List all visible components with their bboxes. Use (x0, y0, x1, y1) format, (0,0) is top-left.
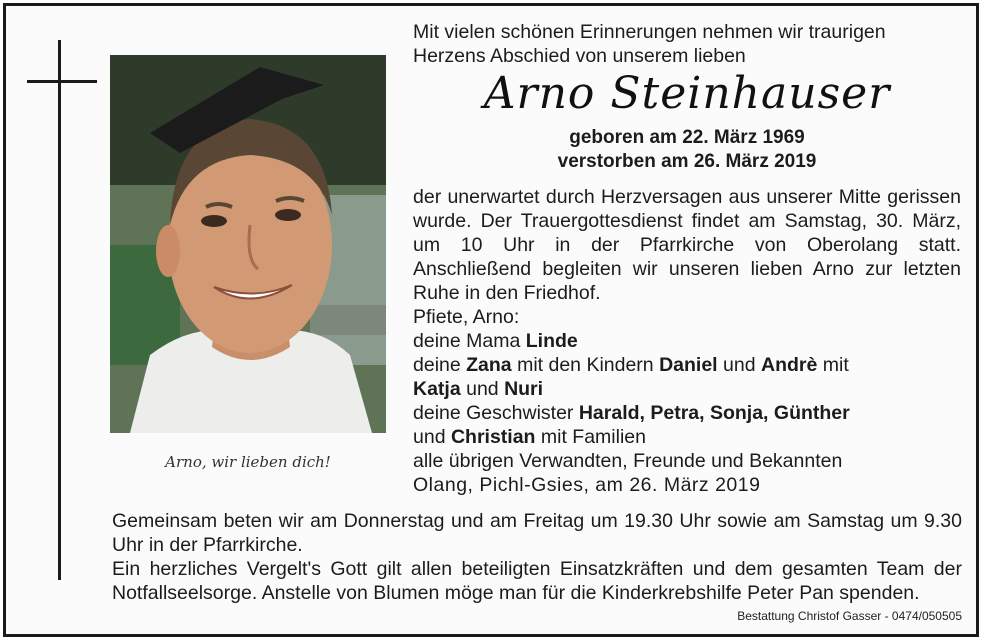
cross-icon-bar (27, 80, 97, 83)
mourner-line (413, 401, 961, 425)
thanks-note: Ein herzliches Vergelt's Gott gilt allen beteiligten Einsatzkräften und dem gesamten Team der Notfallseelsorge. Anstelle von Blumen möge man für die Kinderkrebshilfe Peter Pan spenden. (112, 558, 962, 604)
text: deine Geschwister (413, 402, 579, 424)
mourner-name: Nuri (504, 378, 544, 400)
birth-date: geboren am 22. März 1969 (569, 127, 805, 148)
photo-caption: Arno, wir lieben dich! (165, 453, 331, 471)
mourner-name: Daniel (659, 354, 718, 376)
mourner-name: Christian (450, 426, 536, 448)
text: deine (413, 354, 467, 376)
mourner-name: Linde (525, 330, 578, 352)
mourner-name: Harald, Petra, Sonja, Günther (578, 402, 850, 424)
death-date: verstorben am 26. März 2019 (557, 151, 817, 172)
intro-text: Mit vielen schönen Erinnerungen nehmen wir traurigen Herzens Abschied von unserem lieben (413, 21, 886, 67)
portrait-illustration (110, 55, 386, 433)
text: mit Familien (535, 426, 646, 448)
text: mit den Kindern (511, 354, 660, 376)
mourner-line (413, 353, 961, 377)
mourner-line (413, 377, 961, 401)
text: und (413, 426, 451, 448)
prayer-announcement: Gemeinsam beten wir am Donnerstag und am Freitag um 19.30 Uhr sowie am Samstag um 9.30 Uhr in der Pfarrkirche. (112, 510, 962, 556)
mourner-line (413, 425, 961, 449)
text: mit (817, 354, 849, 376)
place-date: Olang, Pichl-Gsies, am 26. März 2019 (413, 474, 761, 496)
mourners-list (413, 305, 961, 473)
service-announcement: der unerwartet durch Herzversagen aus unserer Mitte gerissen wurde. Der Trauergottesdienst findet am Samstag, 30. März, um 10 Uhr in der Pfarrkirche von Oberolang statt. Anschließend begleiten wir unseren lieben Arno zur letzten Ruhe in den Friedhof. (413, 186, 961, 304)
mourner-name: Zana (466, 354, 512, 376)
deceased-name: Arno Steinhauser (483, 68, 891, 119)
portrait-photo (110, 55, 386, 433)
text: und (460, 378, 505, 400)
mourner-line (413, 329, 961, 353)
mourner-name: Andrè (760, 354, 818, 376)
funeral-home: Bestattung Christof Gasser - 0474/050505 (737, 609, 962, 623)
farewell-greeting: Pfiete, Arno: (413, 306, 520, 328)
mourner-name: Katja (413, 378, 461, 400)
text: und (717, 354, 761, 376)
mourner-line: alle übrigen Verwandten, Freunde und Bekannten (413, 450, 843, 472)
cross-icon (58, 40, 61, 580)
text: deine Mama (413, 330, 526, 352)
life-dates (413, 126, 961, 174)
